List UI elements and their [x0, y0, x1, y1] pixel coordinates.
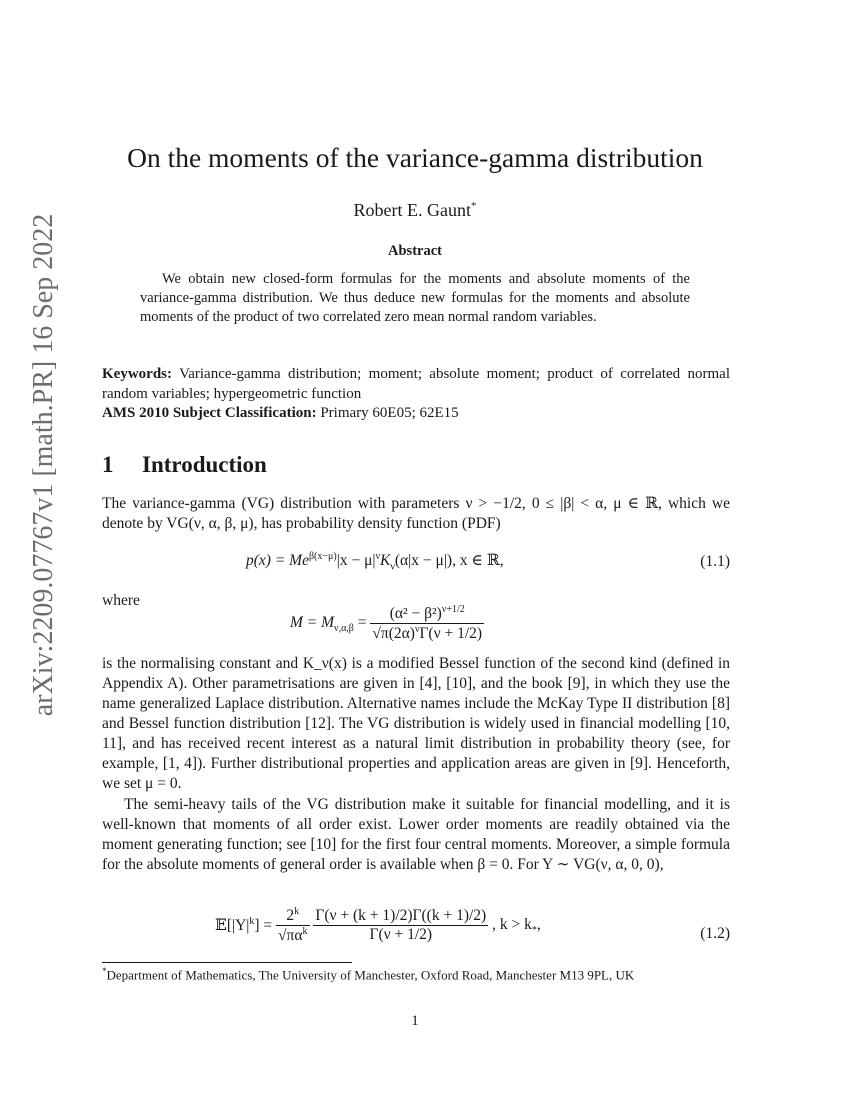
eqM-denominator-gamma: Γ(ν + 1/2)	[419, 625, 483, 643]
eqM-equals: =	[357, 613, 367, 631]
intro-paragraph-1: The variance-gamma (VG) distribution with parameters ν > −1/2, 0 ≤ |β| < α, μ ∈ ℝ, which we denote by VG(ν, α, β, μ), has probability density function (PDF)	[102, 495, 730, 532]
eqM-lhs-sub: ν,α,β	[334, 622, 354, 634]
eq12-fraction-2	[313, 907, 488, 944]
author-line	[0, 200, 830, 221]
author-name: Robert E. Gaunt	[353, 200, 471, 220]
section-heading	[102, 452, 267, 478]
eq11-bessel-sub: ν	[390, 561, 395, 573]
eq12-f1-num-exp: k	[294, 906, 300, 917]
footnote-rule	[102, 962, 352, 963]
eq12-lhs: 𝔼[|Y|	[215, 917, 250, 935]
eq12-tail-sub: *	[531, 924, 537, 936]
section-number: 1	[102, 452, 114, 477]
footnote	[102, 966, 742, 983]
keywords-text: Variance-gamma distribution; moment; absolute moment; product of correlated normal random variables; hypergeometric function	[102, 366, 730, 402]
eq12-lhs-exp: k	[249, 916, 255, 928]
eqM-numerator-exp: ν+1/2	[441, 604, 465, 615]
equation-number-1-1: (1.1)	[700, 553, 730, 570]
eq12-f1-den: √πα	[278, 927, 303, 945]
eq11-exp: β(x−μ)	[308, 551, 337, 562]
intro-paragraph-2: is the normalising constant and K_ν(x) is a modified Bessel function of the second kind (defined in Appendix A). Other parametrisations are given in [4], [10], and the book [9], in which they use the name generalized Laplace distribution. Alternative names include the McKay Type II distribution [8] and Bessel function distribution [12]. The VG distribution is widely used in financial modelling [10, 11], and has received recent interest as a natural limit distribution in probability theory (see, for example, [1, 4]). Further distributional properties and application areas are given in [9]. Henceforth, we set μ = 0.	[102, 655, 730, 792]
eq12-f1-num: 2	[286, 907, 295, 925]
keywords	[102, 365, 730, 404]
eq11-lhs: p(x) = Me	[246, 552, 309, 570]
equation-number-1-2: (1.2)	[700, 925, 730, 942]
ams-text: Primary 60E05; 62E15	[320, 405, 459, 421]
eq12-tail: , k > k	[492, 915, 532, 933]
eq12-fraction-1	[276, 906, 309, 945]
footnote-text: Department of Mathematics, The University of Manchester, Oxford Road, Manchester M13 9PL, UK	[106, 967, 635, 983]
section-title: Introduction	[142, 452, 267, 477]
ams-label: AMS 2010 Subject Classification:	[102, 405, 317, 421]
abstract-text: We obtain new closed-form formulas for the moments and absolute moments of the variance-gamma distribution. We thus deduce new formulas for the moments and absolute moments of the product of two correlated zero mean normal random variables.	[140, 271, 690, 325]
paper-title: On the moments of the variance-gamma distribution	[127, 142, 703, 173]
equation-normalising-constant	[290, 604, 484, 643]
eq11-bessel: K	[380, 552, 391, 570]
eq12-f2-num: Γ(ν + (k + 1)/2)Γ((k + 1)/2)	[315, 907, 487, 925]
equation-1-2	[215, 906, 541, 945]
eqM-lhs: M = M	[290, 613, 335, 631]
eq12-tail-end: ,	[536, 915, 541, 933]
eq11-abs: |x − μ|	[336, 552, 376, 570]
eq12-lhs-close: ] =	[254, 917, 273, 935]
where-label: where	[102, 592, 140, 609]
footnote-mark: *	[102, 966, 107, 976]
intro-paragraph-3: The semi-heavy tails of the VG distribution make it suitable for financial modelling, and it is well-known that moments of all order exist. Lower order moments are readily obtained via the moment generating function; see [10] for the first four central moments. Moreover, a simple formula for the absolute moments of general order is available when β = 0. For Y ∼ VG(ν, α, 0, 0),	[102, 796, 730, 873]
eqM-fraction	[370, 604, 484, 643]
author-footnote-mark: *	[470, 200, 477, 212]
eq12-f2-den: Γ(ν + 1/2)	[369, 926, 433, 944]
equation-1-1	[246, 551, 504, 572]
arxiv-sidebar-stamp: arXiv:2209.07767v1 [math.PR] 16 Sep 2022	[28, 213, 59, 717]
eqM-denominator: √π(2α)	[372, 625, 415, 643]
abstract-heading: Abstract	[388, 243, 442, 259]
keywords-label: Keywords:	[102, 366, 172, 382]
ams-classification	[102, 404, 730, 423]
eqM-numerator: (α² − β²)	[389, 605, 442, 623]
page-number: 1	[411, 1013, 419, 1029]
eq12-f1-den-exp: k	[302, 926, 308, 938]
eq11-tail: (α|x − μ|), x ∈ ℝ,	[394, 552, 504, 570]
eqM-denominator-exp: ν	[414, 624, 420, 636]
eq11-power: ν	[375, 551, 381, 562]
